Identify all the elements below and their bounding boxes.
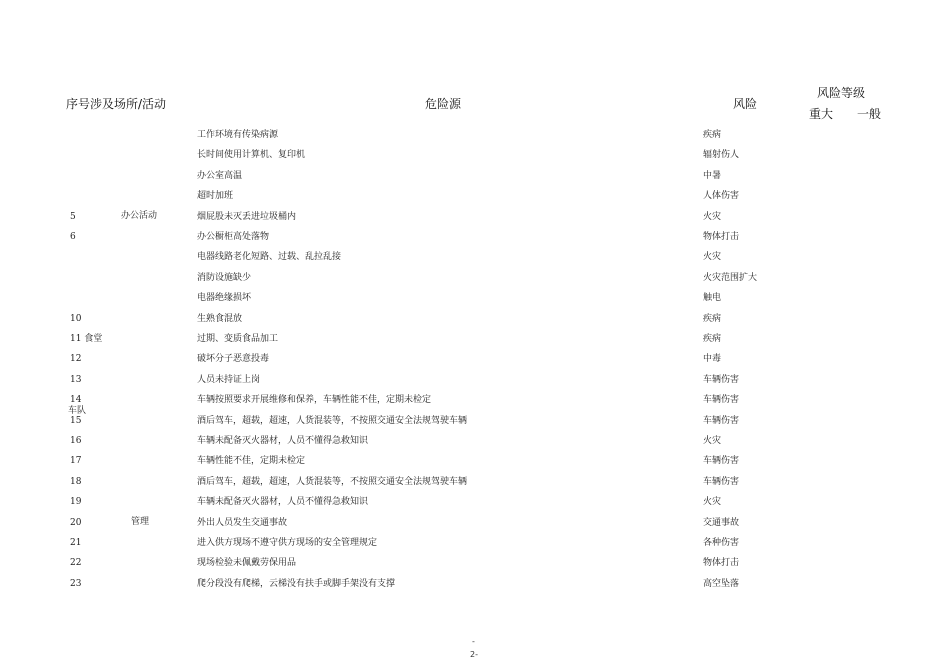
hazard-source: 车辆按照要求开展维修和保养，车辆性能不佳，定期未检定: [197, 395, 432, 406]
row-number: 23: [70, 578, 82, 589]
hazard-source: 烟屁股未灭丢进垃圾桶内: [197, 211, 297, 222]
header-risk-level: 风险等级: [817, 86, 866, 100]
hazard-source: 人员未持证上岗: [197, 374, 261, 385]
header-general: 一般: [857, 107, 882, 121]
row-number: 21: [70, 538, 82, 548]
hazard-source: 车辆未配备灭火器材，人员不懂得急救知识: [197, 497, 369, 508]
risk-type: 辐射伤人: [703, 150, 740, 161]
hazard-source: 电器线路老化短路、过载、乱拉乱接: [197, 252, 342, 263]
risk-type: 交通事故: [703, 517, 740, 528]
table-row: [0, 455, 950, 475]
hazard-source: 酒后驾车，超载，超速，人货混装等，不按照交通安全法规驾驶车辆: [197, 415, 468, 426]
risk-type: 中毒: [703, 354, 722, 365]
place-management: 管理: [131, 517, 150, 527]
row-number: 18: [70, 476, 82, 487]
hazard-source: 爬分段没有爬梯，云梯没有扶手或脚手架没有支撑: [197, 578, 396, 589]
header-major: 重大: [809, 107, 834, 121]
table-row: [0, 129, 950, 149]
row-number: 17: [70, 456, 82, 467]
risk-type: 车辆伤害: [703, 476, 740, 487]
row-number: 11 食堂: [70, 334, 103, 344]
row-number: 22: [70, 558, 82, 569]
risk-type: 车辆伤害: [703, 415, 740, 426]
hazard-source: 车辆性能不佳，定期未检定: [197, 456, 306, 467]
place-office: 办公活动: [121, 211, 158, 221]
footer-dash: -: [472, 637, 475, 646]
row-number: 19: [70, 497, 82, 508]
hazard-source: 外出人员发生交通事故: [197, 517, 288, 528]
row-number: 5: [70, 211, 76, 222]
risk-type: 物体打击: [703, 232, 740, 242]
risk-type: 火灾: [703, 211, 722, 222]
hazard-source: 办公橱柜高处落物: [197, 232, 270, 242]
row-number: 10: [70, 313, 82, 324]
hazard-source: 工作环境有传染病源: [197, 130, 279, 140]
table-row: [0, 231, 950, 251]
hazard-source: 车辆未配备灭火器材，人员不懂得急救知识: [197, 436, 369, 446]
hazard-source: 长时间使用计算机、复印机: [197, 150, 306, 161]
table-row: [0, 190, 950, 210]
header-hazard: 危险源: [425, 97, 462, 111]
hazard-source: 破坏分子恶意投毒: [197, 354, 270, 365]
header-risk: 风险: [733, 97, 758, 111]
risk-type: 各种伤害: [703, 538, 740, 548]
row-number: 15: [70, 415, 82, 426]
hazard-source: 办公室高温: [197, 170, 243, 181]
risk-type: 车辆伤害: [703, 374, 740, 385]
table-row: [0, 149, 950, 169]
row-number: 6: [70, 232, 76, 242]
risk-type: 人体伤害: [703, 191, 740, 202]
table-row: [0, 353, 950, 373]
table-row: [0, 170, 950, 190]
row-number: 14: [70, 395, 82, 406]
table-row: [0, 415, 950, 435]
table-row: [0, 557, 950, 577]
table-row: [0, 496, 950, 516]
hazard-source: 过期、变质食品加工: [197, 334, 279, 344]
risk-type: 火灾: [703, 497, 722, 508]
row-number: 12: [70, 354, 82, 365]
row-number: 13: [70, 374, 82, 385]
risk-type: 火灾: [703, 436, 722, 446]
risk-type: 触电: [703, 293, 722, 304]
risk-type: 疾病: [703, 130, 722, 140]
risk-type: 火灾范围扩大: [703, 272, 758, 283]
table-row: [0, 251, 950, 271]
table-row: [0, 333, 950, 353]
table-row: [0, 394, 950, 414]
table-row: [0, 537, 950, 557]
risk-type: 车辆伤害: [703, 456, 740, 467]
table-row: [0, 272, 950, 292]
table-row: [0, 313, 950, 333]
hazard-source: 生熟食混放: [197, 313, 243, 324]
table-row: [0, 374, 950, 394]
table-row: [0, 292, 950, 312]
hazard-source: 消防设施缺少: [197, 272, 252, 283]
risk-type: 车辆伤害: [703, 395, 740, 406]
hazard-source: 酒后驾车，超载，超速，人货混装等，不按照交通安全法规驾驶车辆: [197, 476, 468, 487]
table-row: [0, 476, 950, 496]
hazard-source: 现场检验未佩戴劳保用品: [197, 558, 297, 569]
row-number: 16: [70, 436, 82, 446]
table-row: [0, 435, 950, 455]
header-no-place: 序号涉及场所/活动: [66, 97, 167, 111]
hazard-source: 进入供方现场不遵守供方现场的安全管理规定: [197, 538, 378, 548]
risk-type: 高空坠落: [703, 578, 740, 589]
table-row: [0, 578, 950, 598]
hazard-source: 电器绝缘损坏: [197, 293, 252, 304]
risk-type: 中暑: [703, 170, 722, 181]
page-number: 2-: [470, 650, 478, 659]
risk-type: 疾病: [703, 334, 722, 344]
hazard-source: 超时加班: [197, 191, 234, 202]
place-fleet: 车队: [68, 406, 87, 416]
row-number: 20: [70, 517, 82, 528]
risk-type: 疾病: [703, 313, 722, 324]
risk-type: 物体打击: [703, 558, 740, 569]
risk-type: 火灾: [703, 252, 722, 263]
